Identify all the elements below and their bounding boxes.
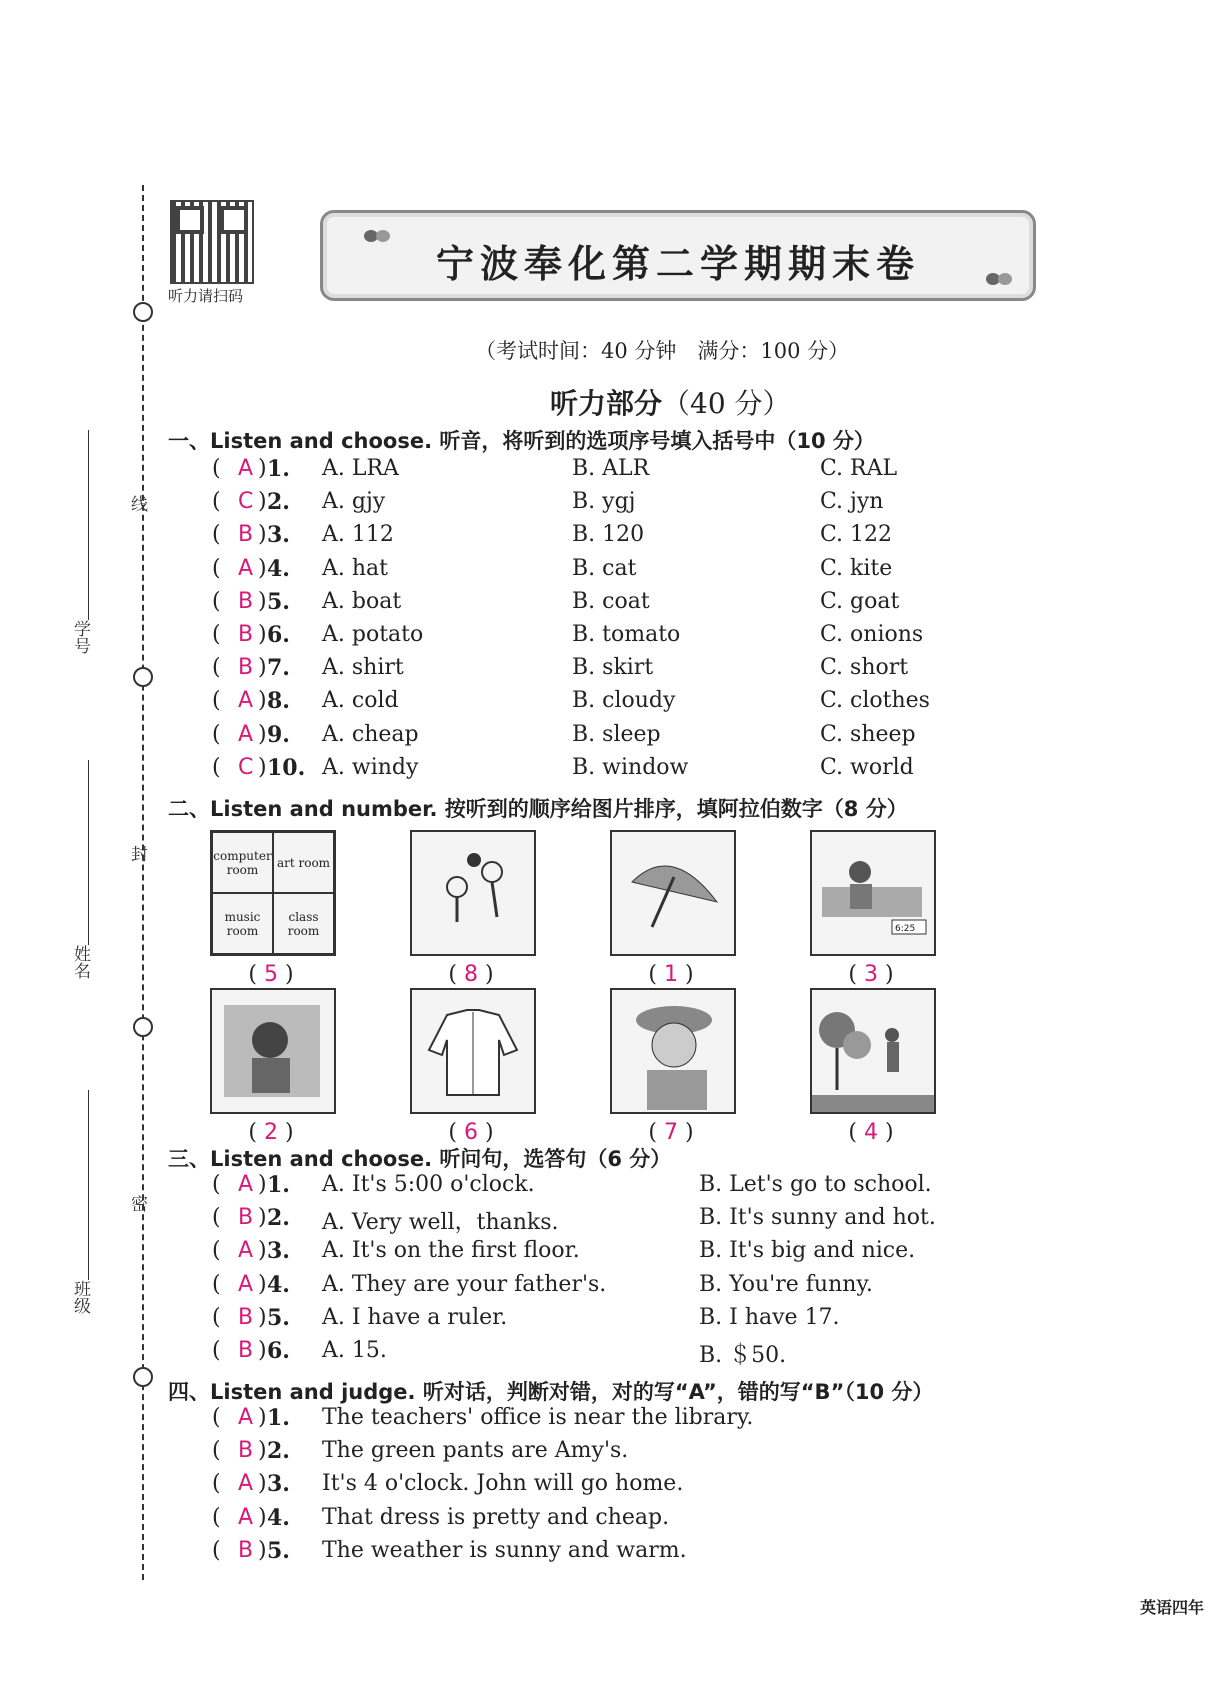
question-number: 5.	[267, 1537, 290, 1564]
answer-bracket-open: (	[212, 555, 221, 581]
answer-bracket-close: )	[258, 522, 267, 548]
question-number: 2.	[267, 489, 290, 516]
answer[interactable]: B	[238, 522, 254, 548]
answer-bracket-open: (	[212, 1304, 221, 1330]
room-cell: art room	[273, 832, 334, 893]
option-a: A. It's 5:00 o'clock.	[322, 1172, 535, 1197]
question-number: 6.	[267, 622, 290, 648]
answer-bracket-close: )	[258, 655, 267, 681]
answer-bracket-close: )	[258, 1271, 267, 1297]
class-label: 班级	[70, 1280, 90, 1314]
answer-bracket-close: )	[258, 754, 267, 780]
answer-bracket-close: )	[258, 1471, 267, 1497]
answer-bracket-close: )	[258, 489, 267, 515]
option-b: B. Let's go to school.	[699, 1172, 932, 1197]
kids-playing-ball-picture	[410, 830, 536, 956]
answer[interactable]: A	[238, 721, 254, 747]
answer-bracket-open: (	[212, 1405, 221, 1430]
question-number: 1.	[267, 1405, 290, 1431]
answer[interactable]: A	[238, 688, 254, 714]
answer-bracket-close: )	[258, 688, 267, 714]
answer-bracket-open: (	[212, 1338, 221, 1363]
answer-bracket-close: )	[258, 1238, 267, 1264]
picture-answer: ( 2 )	[248, 1120, 294, 1145]
option-c: C. RAL	[820, 456, 898, 481]
answer-bracket-open: (	[212, 622, 221, 647]
answer-bracket-open: (	[212, 1205, 221, 1231]
answer[interactable]: A	[238, 456, 254, 481]
option-b: B. window	[572, 754, 689, 780]
farmer-picture	[810, 988, 936, 1114]
option-b: B. sleep	[572, 721, 661, 747]
answer-bracket-close: )	[258, 1405, 267, 1430]
option-c: C. clothes	[820, 688, 930, 714]
answer-bracket-open: (	[212, 1537, 221, 1563]
picture-answer: ( 4 )	[848, 1120, 894, 1145]
binding-hole	[133, 667, 153, 687]
section2-title: 二、Listen and number. 按听到的顺序给图片排序，填阿拉伯数字（8 分）	[168, 797, 908, 821]
option-b: B. ＄50.	[699, 1343, 787, 1368]
answer-bracket-close: )	[258, 1304, 267, 1330]
statement-text: The teachers' office is near the library.	[322, 1405, 754, 1430]
answer[interactable]: B	[238, 1304, 254, 1330]
picture-answer: ( 5 )	[248, 962, 294, 987]
question-number: 5.	[267, 588, 290, 615]
option-c: C. jyn	[820, 489, 884, 515]
option-c: C. sheep	[820, 721, 916, 747]
option-c: C. short	[820, 655, 909, 681]
section3-title: 三、Listen and choose. 听问句，选答句（6 分）	[168, 1147, 672, 1171]
answer-bracket-open: (	[212, 721, 221, 747]
answer-bracket-close: )	[258, 1438, 267, 1464]
option-a: A. I have a ruler.	[322, 1304, 508, 1330]
option-c: C. 122	[820, 522, 893, 548]
answer[interactable]: A	[238, 1504, 254, 1530]
binding-hole	[133, 1017, 153, 1037]
option-b: B. coat	[572, 588, 650, 614]
page-title: 宁波奉化第二学期期末卷	[435, 242, 920, 286]
part-title	[550, 382, 791, 422]
option-c: C. onions	[820, 622, 924, 647]
answer-bracket-close: )	[258, 1172, 267, 1197]
title-banner	[320, 210, 1036, 301]
statement-text: It's 4 o'clock. John will go home.	[322, 1471, 684, 1497]
answer[interactable]: B	[238, 622, 254, 647]
question-number: 4.	[267, 1504, 290, 1531]
picture-answer: ( 3 )	[848, 962, 894, 987]
umbrella-picture	[610, 830, 736, 956]
answer-bracket-open: (	[212, 588, 221, 614]
option-b: B. ALR	[572, 456, 650, 481]
option-b: B. It's sunny and hot.	[699, 1205, 936, 1231]
answer-bracket-open: (	[212, 1471, 221, 1497]
question-number: 10.	[267, 754, 306, 781]
picture-answer: ( 8 )	[448, 962, 494, 987]
question-number: 1.	[267, 456, 290, 482]
option-a: A. boat	[322, 588, 402, 614]
question-number: 3.	[267, 1471, 290, 1498]
answer-bracket-open: (	[212, 489, 221, 515]
rooms-map-picture	[210, 830, 336, 956]
name-line	[88, 760, 89, 945]
answer[interactable]: C	[238, 754, 254, 780]
answer[interactable]: A	[238, 1238, 254, 1264]
student-id-label: 学号	[70, 620, 90, 654]
answer-bracket-close: )	[258, 588, 267, 614]
option-a: A. cheap	[322, 721, 419, 747]
option-a: A. potato	[322, 622, 424, 647]
statement-text: The weather is sunny and warm.	[322, 1537, 687, 1563]
qr-caption: 听力请扫码	[168, 287, 244, 305]
margin-secret-char: 密	[131, 1195, 148, 1215]
question-number: 8.	[267, 688, 290, 715]
option-c: C. kite	[820, 555, 893, 581]
statement-text: That dress is pretty and cheap.	[322, 1504, 670, 1530]
clock-time: 6:25	[895, 924, 916, 934]
exam-info: （考试时间：40 分钟 满分：100 分）	[475, 339, 850, 363]
answer[interactable]: C	[238, 489, 254, 515]
question-number: 4.	[267, 555, 290, 582]
option-c: C. world	[820, 754, 914, 780]
question-number: 3.	[267, 522, 290, 549]
option-a: A. windy	[322, 754, 419, 780]
option-a: A. 112	[322, 522, 394, 548]
option-a: A. LRA	[322, 456, 399, 481]
answer-bracket-open: (	[212, 522, 221, 548]
margin-line-char: 线	[131, 495, 148, 515]
part-score: （40 分）	[662, 387, 791, 420]
option-a: A. hat	[322, 555, 388, 581]
answer-bracket-close: )	[258, 622, 267, 647]
answer-bracket-close: )	[258, 721, 267, 747]
answer[interactable]: A	[238, 1471, 254, 1497]
answer-bracket-open: (	[212, 688, 221, 714]
question-number: 3.	[267, 1238, 290, 1265]
option-b: B. cloudy	[572, 688, 676, 714]
question-number: 4.	[267, 1271, 290, 1298]
answer-bracket-open: (	[212, 1504, 221, 1530]
answer[interactable]: B	[238, 655, 254, 681]
section4-title: 四、Listen and judge. 听对话，判断对错，对的写“A”，错的写“B”（10 分）	[168, 1380, 934, 1404]
part-title-text: 听力部分	[550, 387, 663, 420]
shirt-picture	[410, 988, 536, 1114]
answer[interactable]: B	[238, 1438, 254, 1464]
option-a: A. It's on the first floor.	[322, 1238, 580, 1264]
margin-seal-char: 封	[131, 845, 148, 865]
question-number: 2.	[267, 1438, 290, 1465]
answer-bracket-close: )	[258, 1537, 267, 1563]
binding-hole	[133, 302, 153, 322]
room-cell: music room	[212, 893, 273, 954]
boy-clock-picture	[810, 830, 936, 956]
answer-bracket-open: (	[212, 754, 221, 780]
binding-hole	[133, 1367, 153, 1387]
picture-answer: ( 7 )	[648, 1120, 694, 1145]
option-b: B. You're funny.	[699, 1271, 873, 1297]
answer[interactable]: A	[238, 1271, 254, 1297]
option-a: A. shirt	[322, 655, 404, 681]
question-number: 6.	[267, 1338, 290, 1364]
option-a: A. Very well，thanks.	[322, 1210, 559, 1236]
answer-bracket-open: (	[212, 1438, 221, 1464]
class-line	[88, 1090, 89, 1280]
option-b: B. skirt	[572, 655, 654, 681]
option-b: B. ygj	[572, 489, 636, 515]
picture-answer: ( 1 )	[648, 962, 694, 987]
cold-girl-picture	[210, 988, 336, 1114]
question-number: 2.	[267, 1205, 290, 1232]
room-cell: computer room	[212, 832, 273, 893]
option-b: B. I have 17.	[699, 1304, 840, 1330]
option-b: B. cat	[572, 555, 637, 581]
option-a: A. They are your father's.	[322, 1271, 607, 1297]
question-number: 7.	[267, 655, 290, 682]
answer-bracket-open: (	[212, 1238, 221, 1264]
answer-bracket-open: (	[212, 456, 221, 481]
answer-bracket-open: (	[212, 655, 221, 681]
footer-label: 英语四年	[1140, 1598, 1205, 1617]
option-a: A. cold	[322, 688, 399, 714]
qr-code-icon[interactable]	[170, 200, 254, 284]
answer[interactable]: A	[238, 555, 254, 581]
answer[interactable]: A	[238, 1405, 254, 1430]
answer[interactable]: B	[238, 1537, 254, 1563]
section1-title: 一、Listen and choose. 听音，将听到的选项序号填入括号中（10 分）	[168, 429, 875, 453]
answer[interactable]: B	[238, 1338, 254, 1363]
option-b: B. 120	[572, 522, 645, 548]
name-label: 姓名	[70, 945, 90, 979]
question-number: 9.	[267, 721, 290, 748]
answer-bracket-close: )	[258, 1338, 267, 1363]
answer-bracket-close: )	[258, 555, 267, 581]
option-a: A. 15.	[322, 1338, 387, 1363]
question-number: 5.	[267, 1304, 290, 1331]
option-a: A. gjy	[322, 489, 386, 515]
answer-bracket-close: )	[258, 1205, 267, 1231]
room-cell: class room	[273, 893, 334, 954]
answer-bracket-open: (	[212, 1172, 221, 1197]
option-b: B. tomato	[572, 622, 681, 647]
answer[interactable]: A	[238, 1172, 254, 1197]
answer-bracket-open: (	[212, 1271, 221, 1297]
boy-hat-picture	[610, 988, 736, 1114]
answer-bracket-close: )	[258, 1504, 267, 1530]
picture-answer: ( 6 )	[448, 1120, 494, 1145]
answer[interactable]: B	[238, 588, 254, 614]
question-number: 1.	[267, 1172, 290, 1198]
option-c: C. goat	[820, 588, 900, 614]
student-id-line	[88, 430, 89, 620]
option-b: B. It's big and nice.	[699, 1238, 916, 1264]
answer-bracket-close: )	[258, 456, 267, 481]
answer[interactable]: B	[238, 1205, 254, 1231]
statement-text: The green pants are Amy's.	[322, 1438, 629, 1464]
